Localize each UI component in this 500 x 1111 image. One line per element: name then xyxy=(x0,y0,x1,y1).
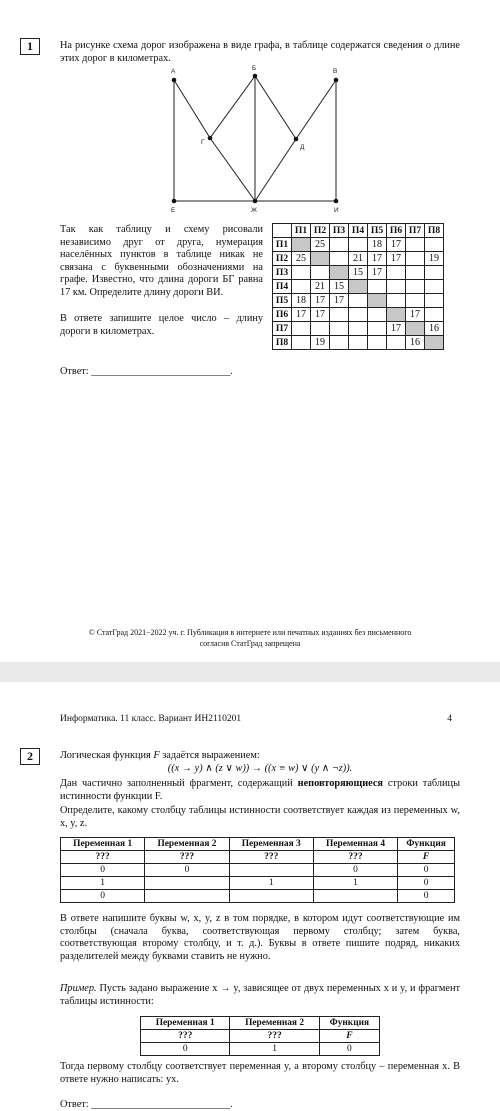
distance-cell xyxy=(425,266,444,280)
example-header: Переменная 2 xyxy=(230,1017,319,1030)
footer-line-1: © СтатГрад 2021−2022 уч. г. Публикация в интернете или печатных изданиях без письменного xyxy=(88,628,412,637)
table-row xyxy=(273,280,444,294)
distance-cell xyxy=(425,294,444,308)
truth-cell: 0 xyxy=(61,864,145,877)
row-header: П4 xyxy=(273,280,292,294)
col-header: П2 xyxy=(311,224,330,238)
task-2-number: 2 xyxy=(20,748,40,765)
distance-cell: 17 xyxy=(387,252,406,266)
truth-cell: 0 xyxy=(398,877,455,890)
table-row xyxy=(273,266,444,280)
truth-cell: 0 xyxy=(313,864,397,877)
truth-cell: ??? xyxy=(313,851,397,864)
table-row xyxy=(273,252,444,266)
truth-cell: 1 xyxy=(313,877,397,890)
distance-cell xyxy=(425,308,444,322)
label-b: Б xyxy=(252,65,257,72)
table-row xyxy=(273,336,444,350)
col-header: П8 xyxy=(425,224,444,238)
distance-cell xyxy=(330,238,349,252)
truth-cell: ??? xyxy=(61,851,145,864)
distance-cell xyxy=(349,336,368,350)
distance-cell: 21 xyxy=(349,252,368,266)
col-header: П6 xyxy=(387,224,406,238)
truth-row xyxy=(61,877,455,890)
diagonal-cell xyxy=(425,336,444,350)
truth-cell: 0 xyxy=(398,864,455,877)
row-header: П1 xyxy=(273,238,292,252)
task-1-number: 1 xyxy=(20,38,40,55)
truth-header: Переменная 4 xyxy=(313,838,397,851)
label-i: И xyxy=(334,207,339,214)
distance-cell: 17 xyxy=(387,238,406,252)
diagonal-cell xyxy=(292,238,311,252)
vertex-g xyxy=(208,136,213,141)
edge-b-d xyxy=(255,76,296,139)
col-header: П4 xyxy=(349,224,368,238)
task-2-paragraph-5: Тогда первому столбцу соответствует переменная y, а второму столбцу – переменная x. В ответе нужно написать: yx. xyxy=(60,1061,460,1085)
page-number: 4 xyxy=(447,714,452,724)
distance-cell xyxy=(330,336,349,350)
diagonal-cell xyxy=(387,308,406,322)
vertex-b xyxy=(253,74,258,79)
col-header: П7 xyxy=(406,224,425,238)
diagonal-cell xyxy=(406,322,425,336)
vertex-d xyxy=(294,137,299,142)
task-1-body: Так как таблицу и схему рисовали независимо друг от друга, нумерация населённых пунктов в таблице никак не связана с буквенными обозначениями на графе. Известно, что длина дороги БГ равна 17 км. Определите длину дороги ВИ. xyxy=(60,224,263,298)
vertex-v xyxy=(334,78,339,83)
distance-cell xyxy=(425,238,444,252)
distance-cell: 19 xyxy=(311,336,330,350)
diagonal-cell xyxy=(368,294,387,308)
truth-cell xyxy=(229,864,313,877)
task-2-line1: Логическая функция F задаётся выражением: xyxy=(60,750,260,761)
vertex-e xyxy=(172,199,177,204)
edge-d-zh xyxy=(255,139,296,201)
table-row xyxy=(273,322,444,336)
distance-cell xyxy=(368,308,387,322)
distance-cell xyxy=(349,238,368,252)
distance-cell xyxy=(292,266,311,280)
truth-cell xyxy=(229,890,313,903)
truth-cell: ??? xyxy=(145,851,229,864)
distance-cell xyxy=(406,294,425,308)
distance-cell: 15 xyxy=(349,266,368,280)
label-zh: Ж xyxy=(251,207,258,214)
distance-cell xyxy=(425,280,444,294)
truth-header: Функция xyxy=(398,838,455,851)
truth-cell: 0 xyxy=(398,890,455,903)
example-table xyxy=(140,1016,380,1056)
edge-b-g xyxy=(210,76,255,138)
distance-cell: 15 xyxy=(330,280,349,294)
distance-cell xyxy=(349,308,368,322)
truth-header: Переменная 2 xyxy=(145,838,229,851)
truth-header: Переменная 1 xyxy=(61,838,145,851)
distance-cell: 17 xyxy=(330,294,349,308)
truth-cell: 0 xyxy=(319,1043,379,1056)
diagonal-cell xyxy=(349,280,368,294)
vertex-a xyxy=(172,78,177,83)
distance-cell: 17 xyxy=(368,266,387,280)
distance-cell xyxy=(406,252,425,266)
label-v: В xyxy=(333,68,338,75)
truth-row xyxy=(61,890,455,903)
col-header: П5 xyxy=(368,224,387,238)
truth-row xyxy=(61,851,455,864)
edge-g-zh xyxy=(210,138,255,201)
distance-cell xyxy=(368,280,387,294)
col-header: П1 xyxy=(292,224,311,238)
distance-cell: 17 xyxy=(368,252,387,266)
distance-cell: 18 xyxy=(292,294,311,308)
distance-cell xyxy=(292,322,311,336)
distance-cell xyxy=(292,336,311,350)
task-1-intro: На рисунке схема дорог изображена в виде графа, в таблице содержатся сведения о длине этих дорог в километрах. xyxy=(60,40,460,64)
distance-cell: 17 xyxy=(311,294,330,308)
distance-cell xyxy=(387,336,406,350)
truth-cell: F xyxy=(398,851,455,864)
truth-cell: 0 xyxy=(145,864,229,877)
distance-cell xyxy=(368,336,387,350)
label-e: Е xyxy=(171,207,176,214)
col-header: П3 xyxy=(330,224,349,238)
diagonal-cell xyxy=(311,252,330,266)
table-row xyxy=(273,238,444,252)
distance-cell: 17 xyxy=(406,308,425,322)
task-1-answer-field[interactable]: Ответ: ___________________________. xyxy=(60,366,233,377)
task-2-paragraph-2: Дан частично заполненный фрагмент, содержащий неповторяющиеся строки таблицы истинности функции F. xyxy=(60,778,460,802)
row-header: П2 xyxy=(273,252,292,266)
edge-a-g xyxy=(174,80,210,138)
distance-cell: 19 xyxy=(425,252,444,266)
footer-line-2: согласия СтатГрад запрещена xyxy=(199,638,301,648)
distance-cell: 17 xyxy=(292,308,311,322)
edge-v-d xyxy=(296,80,336,139)
distance-cell xyxy=(387,266,406,280)
table-row xyxy=(273,308,444,322)
truth-cell: 1 xyxy=(229,877,313,890)
copyright-footer xyxy=(40,628,460,649)
distance-cell xyxy=(387,280,406,294)
truth-cell: ??? xyxy=(230,1030,319,1043)
distance-cell: 18 xyxy=(368,238,387,252)
row-header: П3 xyxy=(273,266,292,280)
task-2-paragraph-4: В ответе напишите буквы w, x, y, z в том порядке, в котором идут соответствующие им столбцы (сначала буква, соответствующая первому столбцу; затем буква, соответствующая второму столбцу, и т. д.). Буквы в ответе пишите подряд, никаких разделителей между буквами ставить не нужно. xyxy=(60,913,460,962)
row-header: П5 xyxy=(273,294,292,308)
distance-cell: 25 xyxy=(311,238,330,252)
distance-cell xyxy=(406,266,425,280)
distance-cell: 25 xyxy=(292,252,311,266)
truth-table xyxy=(60,837,455,903)
row-header: П8 xyxy=(273,336,292,350)
distance-cell xyxy=(330,322,349,336)
example-row xyxy=(141,1043,380,1056)
truth-cell: 0 xyxy=(141,1043,230,1056)
truth-cell: 1 xyxy=(230,1043,319,1056)
distance-cell xyxy=(311,322,330,336)
truth-row xyxy=(61,864,455,877)
distance-cell xyxy=(406,280,425,294)
label-d: Д xyxy=(300,144,305,151)
truth-cell xyxy=(145,877,229,890)
formula: ((x → y) ∧ (z ∨ w)) → ((x ≡ w) ∨ (y ∧ ¬z)). xyxy=(167,763,353,774)
truth-cell xyxy=(145,890,229,903)
label-a: А xyxy=(171,68,176,75)
corner-cell xyxy=(273,224,292,238)
distance-cell: 16 xyxy=(406,336,425,350)
distance-cell: 21 xyxy=(311,280,330,294)
page-gap xyxy=(0,662,500,682)
distance-table xyxy=(272,223,444,350)
page-header: Информатика. 11 класс. Вариант ИН2110201 xyxy=(60,714,242,724)
distance-cell: 16 xyxy=(425,322,444,336)
truth-cell: 1 xyxy=(61,877,145,890)
example-header: Переменная 1 xyxy=(141,1017,230,1030)
distance-cell xyxy=(368,322,387,336)
diagonal-cell xyxy=(330,266,349,280)
example-row xyxy=(141,1030,380,1043)
vertex-zh xyxy=(253,199,258,204)
truth-cell: 0 xyxy=(61,890,145,903)
task-1-instruction: В ответе запишите целое число – длину дороги в километрах. xyxy=(60,313,263,337)
distance-cell: 17 xyxy=(387,322,406,336)
truth-cell: ??? xyxy=(229,851,313,864)
row-header: П6 xyxy=(273,308,292,322)
label-g: Г xyxy=(201,139,205,146)
distance-cell xyxy=(387,294,406,308)
distance-cell: 17 xyxy=(311,308,330,322)
example-header: Функция xyxy=(319,1017,379,1030)
vertex-i xyxy=(334,199,339,204)
truth-cell xyxy=(313,890,397,903)
distance-cell xyxy=(292,280,311,294)
truth-cell: ??? xyxy=(141,1030,230,1043)
truth-cell: F xyxy=(319,1030,379,1043)
distance-cell xyxy=(330,308,349,322)
task-2-paragraph-3: Определите, какому столбцу таблицы истинности соответствует каждая из переменных w, x, y, z. xyxy=(60,805,460,829)
example-paragraph: Пример. Пусть задано выражение x → y, зависящее от двух переменных x и y, и фрагмент таблицы истинности: xyxy=(60,983,460,1007)
table-row xyxy=(273,294,444,308)
truth-header: Переменная 3 xyxy=(229,838,313,851)
distance-cell xyxy=(311,266,330,280)
distance-cell xyxy=(330,252,349,266)
task-2-answer-field[interactable]: Ответ: ___________________________. xyxy=(60,1099,233,1110)
road-graph xyxy=(160,62,360,214)
distance-cell xyxy=(349,294,368,308)
distance-cell xyxy=(349,322,368,336)
row-header: П7 xyxy=(273,322,292,336)
distance-cell xyxy=(406,238,425,252)
